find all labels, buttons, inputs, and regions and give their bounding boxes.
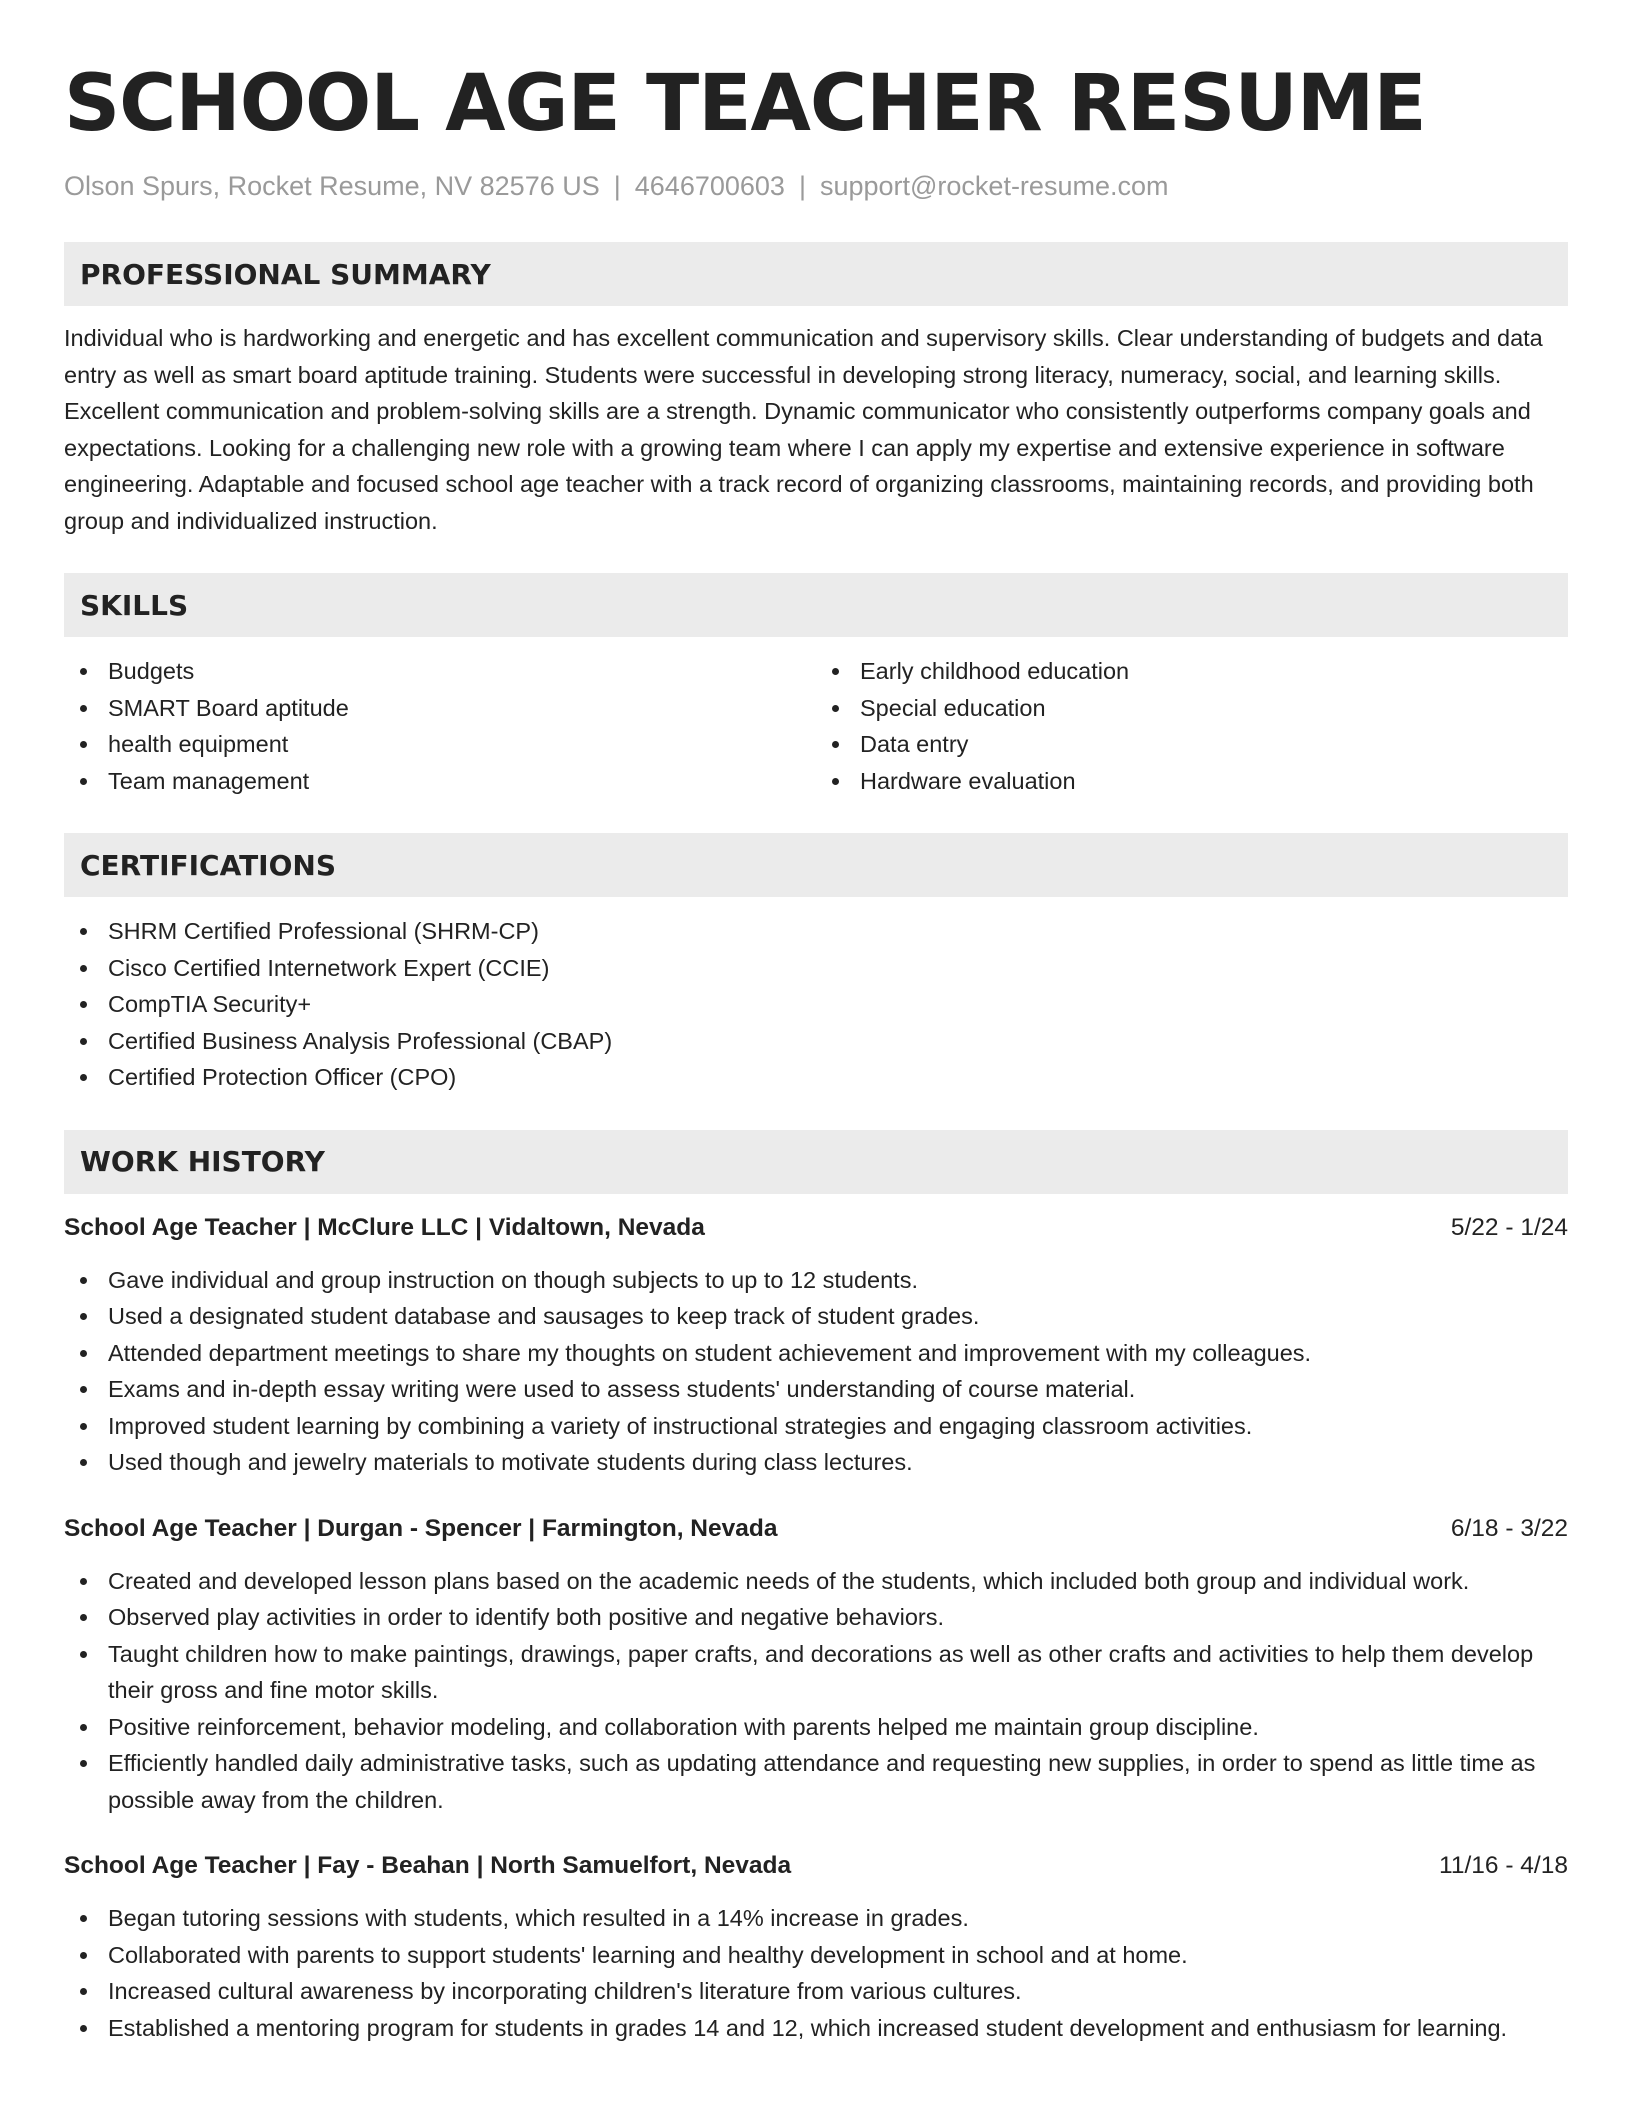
contact-address: Olson Spurs, Rocket Resume, NV 82576 US [64,171,600,201]
job-title: School Age Teacher | Fay - Beahan | North Samuelfort, Nevada [64,1852,792,1879]
section-header-summary: PROFESSIONAL SUMMARY [64,242,1568,306]
job-bullet: Improved student learning by combining a variety of instructional strategies and engaging classroom activities. [64,1408,1568,1445]
skill-item: Budgets [64,653,816,690]
contact-separator: | [798,171,806,201]
certifications-list [64,913,1568,1096]
skills-grid [64,653,1568,799]
job-dates: 5/22 - 1/24 [1450,1213,1568,1241]
job-entry [64,1511,1568,1819]
skill-item: Team management [64,763,816,800]
job-bullet: Taught children how to make paintings, drawings, paper crafts, and decorations as well as other crafts and activities to help them develop their gross and fine motor skills. [64,1636,1568,1709]
skills-list-left [64,653,816,799]
job-header [64,1848,1568,1884]
certification-item: Certified Protection Officer (CPO) [64,1059,1568,1096]
job-title: School Age Teacher | McClure LLC | Vidaltown, Nevada [64,1213,705,1241]
skill-item: Special education [816,690,1568,727]
job-bullet: Collaborated with parents to support students' learning and healthy development in school and at home. [64,1937,1568,1974]
job-dates: 11/16 - 4/18 [1439,1852,1568,1879]
certification-item: SHRM Certified Professional (SHRM-CP) [64,913,1568,950]
job-bullet: Established a mentoring program for students in grades 14 and 12, which increased student development and enthusiasm for learning. [64,2010,1568,2047]
job-bullet: Created and developed lesson plans based on the academic needs of the students, which included both group and individual work. [64,1563,1568,1600]
job-bullet: Positive reinforcement, behavior modeling, and collaboration with parents helped me maintain group discipline. [64,1709,1568,1746]
certification-item: Cisco Certified Internetwork Expert (CCIE) [64,950,1568,987]
certification-item: CompTIA Security+ [64,986,1568,1023]
job-bullet: Exams and in-depth essay writing were used to assess students' understanding of course material. [64,1371,1568,1408]
section-header-certifications: CERTIFICATIONS [64,833,1568,897]
skill-item: Hardware evaluation [816,763,1568,800]
contact-line [64,168,1568,204]
section-header-skills: SKILLS [64,573,1568,637]
summary-text: Individual who is hardworking and energetic and has excellent communication and supervisory skills. Clear understanding of budgets and data entry as well as smart board aptitude training. Students were successful in developing strong literacy, numeracy, social, and learning skills. Excellent communication and problem-solving skills are a strength. Dynamic communicator who consistently outperforms company goals and expectations. Looking for a challenging new role with a growing team where I can apply my expertise and extensive experience in software engineering. Adaptable and focused school age teacher with a track record of organizing classrooms, maintaining records, and providing both group and individualized instruction. [64,325,1543,534]
job-bullet: Gave individual and group instruction on though subjects to up to 12 students. [64,1262,1568,1299]
job-entry [64,1848,1568,2046]
skill-item: Data entry [816,726,1568,763]
skills-list-right [816,653,1568,799]
job-bullet: Used a designated student database and sausages to keep track of student grades. [64,1298,1568,1335]
job-bullets [64,1262,1568,1481]
job-bullet: Used though and jewelry materials to motivate students during class lectures. [64,1444,1568,1481]
job-bullets [64,1563,1568,1819]
job-header [64,1210,1568,1246]
section-header-work-history: WORK HISTORY [64,1130,1568,1194]
job-bullet: Began tutoring sessions with students, which resulted in a 14% increase in grades. [64,1900,1568,1937]
job-dates: 6/18 - 3/22 [1450,1514,1568,1542]
resume-title: SCHOOL AGE TEACHER RESUME [64,59,1426,149]
job-bullet: Observed play activities in order to identify both positive and negative behaviors. [64,1599,1568,1636]
job-bullet: Increased cultural awareness by incorporating children's literature from various cultures. [64,1973,1568,2010]
job-header [64,1511,1568,1547]
certification-item: Certified Business Analysis Professional (CBAP) [64,1023,1568,1060]
skill-item: Early childhood education [816,653,1568,690]
skill-item: SMART Board aptitude [64,690,816,727]
skill-item: health equipment [64,726,816,763]
contact-phone: 4646700603 [634,171,785,201]
job-title: School Age Teacher | Durgan - Spencer | Farmington, Nevada [64,1514,778,1542]
contact-separator: | [613,171,621,201]
job-entry [64,1210,1568,1481]
job-bullets [64,1900,1568,2046]
job-bullet: Attended department meetings to share my thoughts on student achievement and improvement with my colleagues. [64,1335,1568,1372]
job-bullet: Efficiently handled daily administrative tasks, such as updating attendance and requesting new supplies, in order to spend as little time as possible away from the children. [64,1745,1568,1818]
contact-email[interactable]: support@rocket-resume.com [819,171,1169,201]
